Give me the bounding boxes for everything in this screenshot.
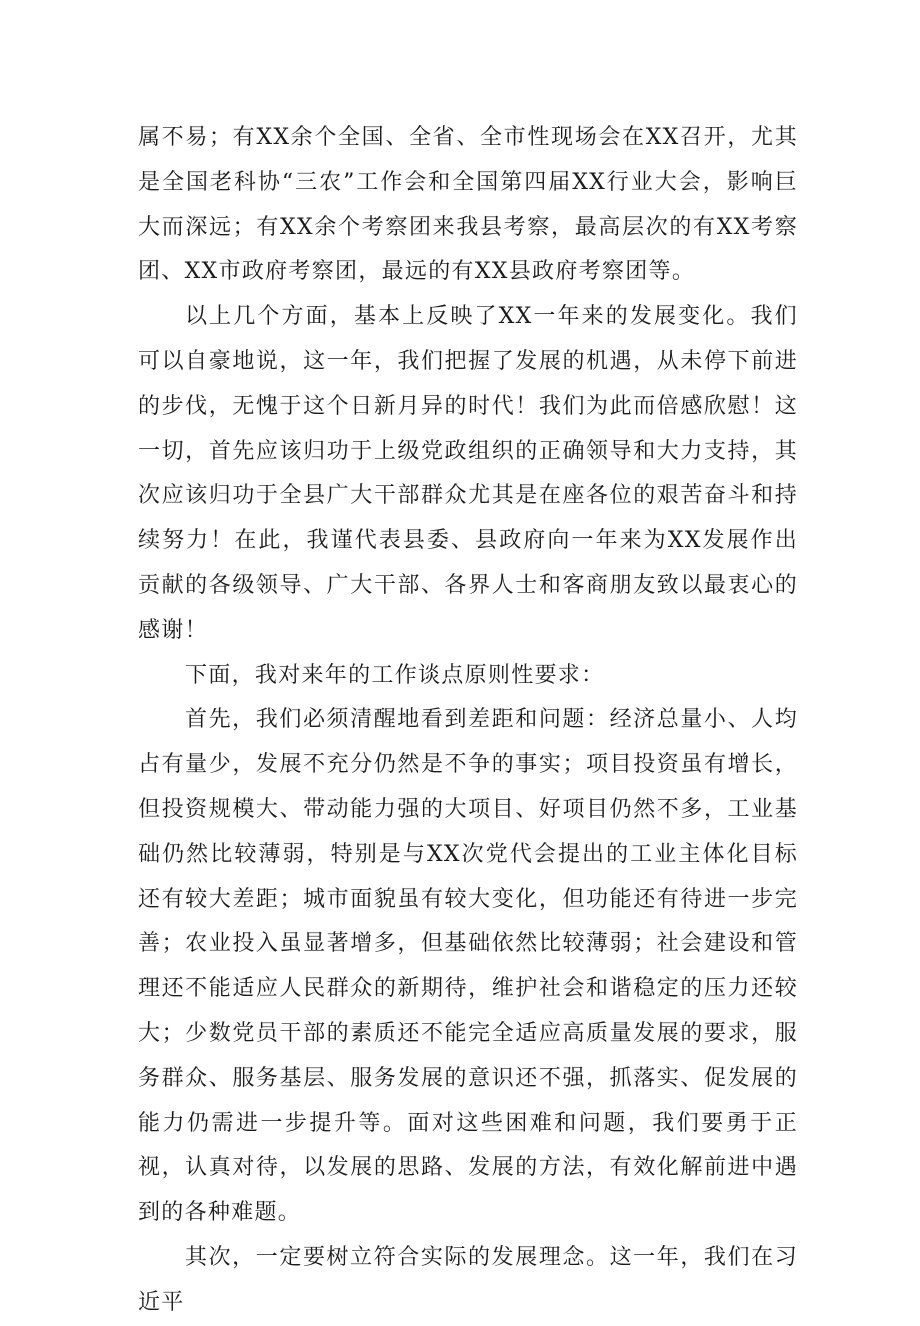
paragraph-2: 以上几个方面，基本上反映了XX一年来的发展变化。我们可以自豪地说，这一年，我们把握了发展的机遇，从未停下前进的步伐，无愧于这个日新月异的时代！我们为此而倍感欣慰！这一切，首先应该归功于上级党政组织的正确领导和大力支持，其次应该归功于全县广大干部群众尤其是在座各位的艰苦奋斗和持续努力！在此，我谨代表县委、县政府向一年来为XX发展作出贡献的各级领导、广大干部、各界人士和客商朋友致以最衷心的感谢！ [138,304,798,643]
document-body [138,116,798,1326]
paragraph-4: 首先，我们必须清醒地看到差距和问题：经济总量小、人均占有量少，发展不充分仍然是不争的事实；项目投资虽有增长，但投资规模大、带动能力强的大项目、好项目仍然不多，工业基础仍然比较薄弱，特别是与XX次党代会提出的工业主体化目标还有较大差距；城市面貌虽有较大变化，但功能还有待进一步完善；农业投入虽显著增多，但基础依然比较薄弱；社会建设和管理还不能适应人民群众的新期待，维护社会和谐稳定的压力还较大；少数党员干部的素质还不能完全适应高质量发展的要求，服务群众、服务基层、服务发展的意识还不强，抓落实、促发展的能力仍需进一步提升等。面对这些困难和问题，我们要勇于正视，认真对待，以发展的思路、发展的方法，有效化解前进中遇到的各种难题。 [138,707,798,1226]
paragraph-3: 下面，我对来年的工作谈点原则性要求： [185,662,605,688]
paragraph-5: 其次，一定要树立符合实际的发展理念。这一年，我们在习近平 [138,1244,798,1315]
paragraph-1: 属不易；有XX余个全国、全省、全市性现场会在XX召开，尤其是全国老科协“三农”工作会和全国第四届XX行业大会，影响巨大而深远；有XX余个考察团来我县考察，最高层次的有XX考察团、XX市政府考察团，最远的有XX县政府考察团等。 [138,125,798,285]
